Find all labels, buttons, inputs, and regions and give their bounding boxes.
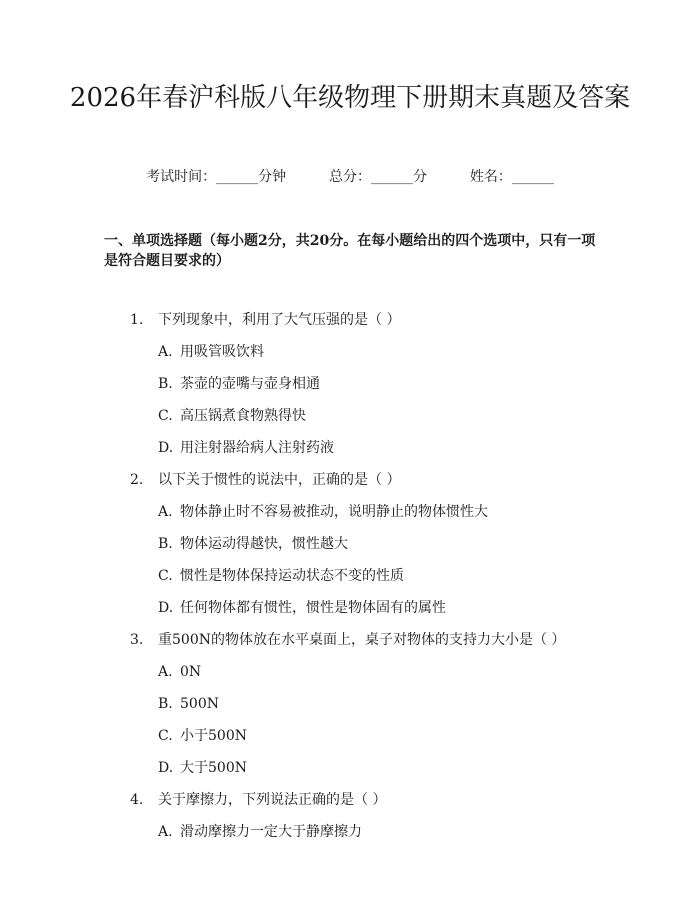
option-letter: D.: [158, 760, 174, 776]
option-letter: B.: [158, 536, 173, 552]
section-title: 一、单项选择题（每小题2分，共20分。在每小题给出的四个选项中，只有一项是符合题目要求的）: [104, 233, 596, 269]
option-1a: [158, 342, 264, 362]
option-2b: [158, 534, 348, 554]
score-blank: ______: [371, 169, 413, 185]
option-1c: [158, 406, 306, 426]
option-letter: A.: [158, 504, 173, 520]
option-letter: D.: [158, 440, 174, 456]
time-unit: 分钟: [258, 169, 287, 185]
score-label: 总分：: [329, 169, 371, 185]
exam-info-line: [0, 167, 700, 187]
option-text: 500N: [180, 696, 219, 712]
question-3: [130, 630, 565, 650]
option-text: 茶壶的壶嘴与壶身相通: [180, 376, 320, 392]
option-1d: [158, 438, 334, 458]
question-number: 1.: [130, 312, 144, 328]
option-letter: C.: [158, 568, 173, 584]
option-text: 用吸管吸饮料: [180, 344, 264, 360]
time-blank: ______: [216, 169, 259, 185]
option-3d: [158, 758, 247, 778]
option-2d: [158, 598, 446, 618]
option-text: 高压锅煮食物熟得快: [180, 408, 306, 424]
name-blank: ______: [511, 169, 554, 185]
question-number: 3.: [130, 632, 144, 648]
option-letter: C.: [158, 408, 173, 424]
page-title: 2026年春沪科版八年级物理下册期末真题及答案: [69, 83, 631, 113]
option-letter: A.: [158, 664, 173, 680]
question-text: 重500N的物体放在水平桌面上，桌子对物体的支持力大小是（ ）: [158, 632, 566, 648]
option-3c: [158, 726, 247, 746]
option-3b: [158, 694, 219, 714]
option-letter: D.: [158, 600, 174, 616]
option-text: 惯性是物体保持运动状态不变的性质: [180, 568, 404, 584]
question-1: [130, 310, 400, 330]
question-text: 关于摩擦力，下列说法正确的是（ ）: [158, 792, 387, 808]
question-4: [130, 790, 386, 810]
option-1b: [158, 374, 320, 394]
question-number: 4.: [130, 792, 144, 808]
option-letter: B.: [158, 376, 173, 392]
option-2a: [158, 502, 488, 522]
option-text: 物体运动得越快，惯性越大: [180, 536, 348, 552]
option-text: 小于500N: [180, 728, 247, 744]
question-text: 以下关于惯性的说法中，正确的是（ ）: [158, 472, 401, 488]
option-letter: B.: [158, 696, 173, 712]
option-letter: A.: [158, 824, 173, 840]
question-number: 2.: [130, 472, 144, 488]
time-label: 考试时间：: [146, 169, 217, 185]
option-2c: [158, 566, 404, 586]
name-label: 姓名：: [469, 169, 512, 185]
option-text: 物体静止时不容易被推动，说明静止的物体惯性大: [180, 504, 488, 520]
option-text: 任何物体都有惯性，惯性是物体固有的属性: [180, 600, 446, 616]
score-unit: 分: [413, 169, 427, 185]
option-4a: [158, 822, 362, 842]
question-2: [130, 470, 400, 490]
option-text: 滑动摩擦力一定大于静摩擦力: [180, 824, 362, 840]
option-text: 用注射器给病人注射药液: [180, 440, 334, 456]
question-text: 下列现象中，利用了大气压强的是（ ）: [158, 312, 401, 328]
option-letter: C.: [158, 728, 173, 744]
option-3a: [158, 662, 201, 682]
option-text: 大于500N: [180, 760, 247, 776]
option-text: 0N: [180, 664, 202, 680]
option-letter: A.: [158, 344, 173, 360]
